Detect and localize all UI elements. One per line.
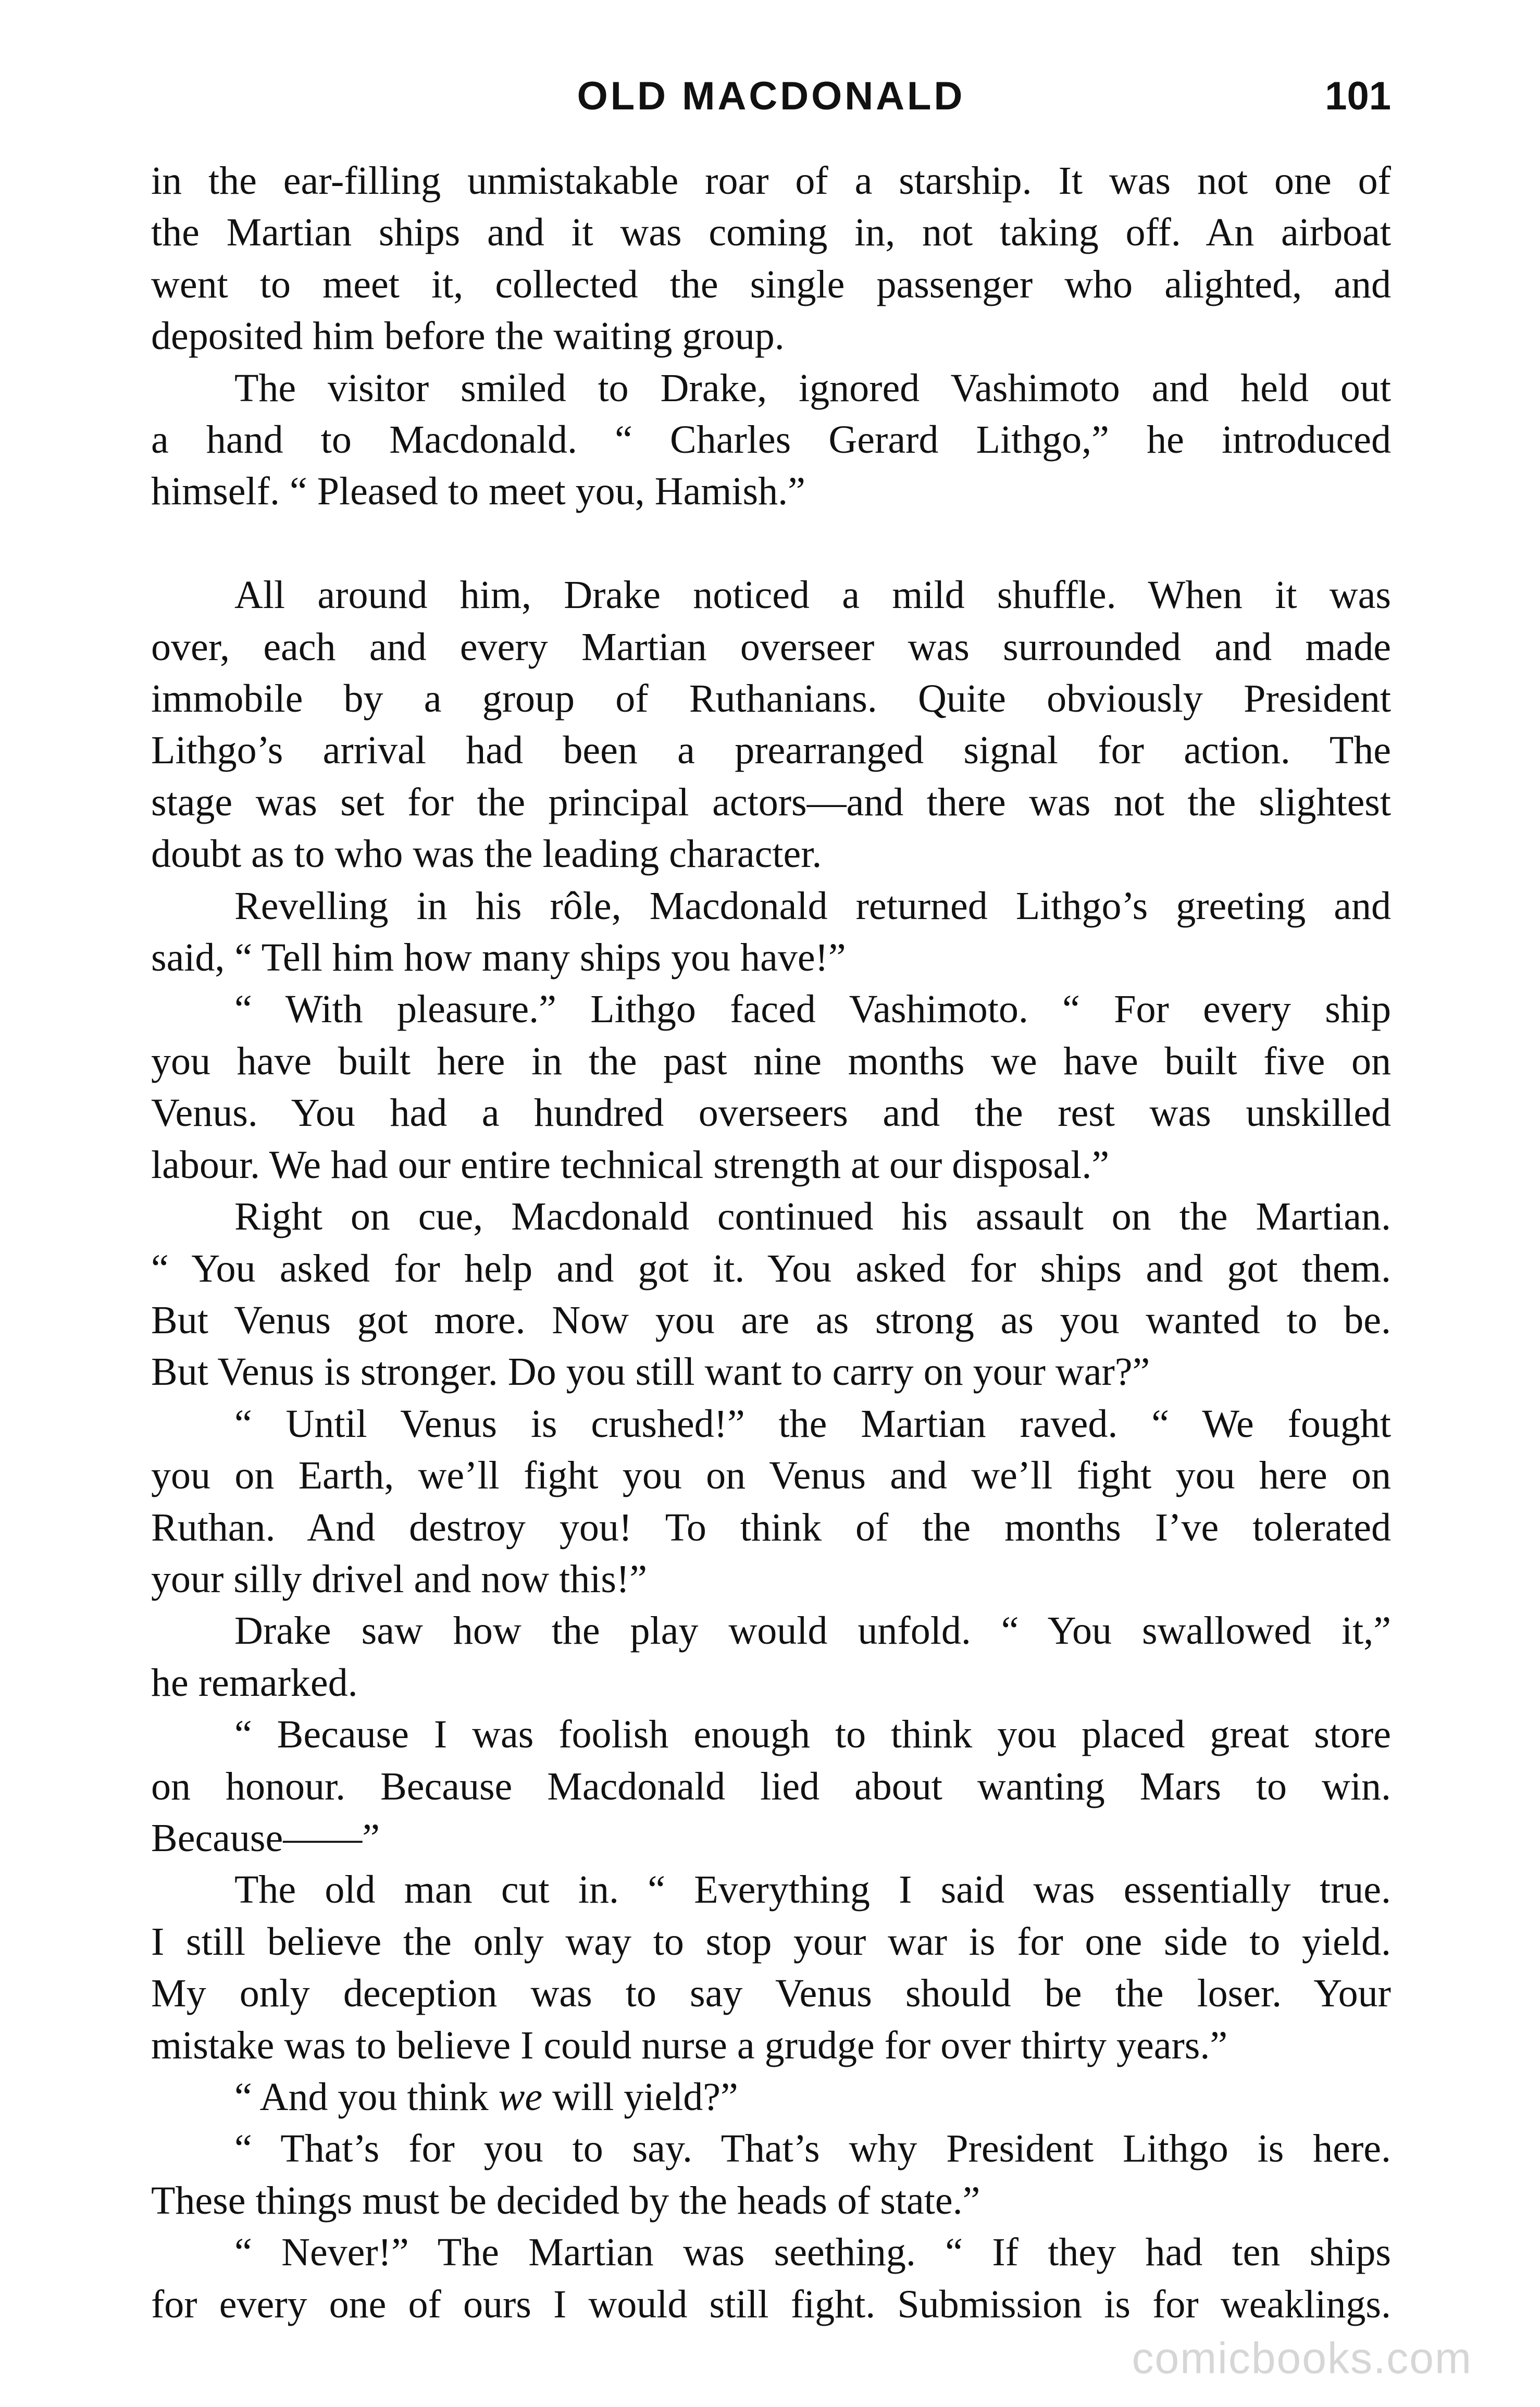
paragraph bbox=[151, 2123, 1391, 2227]
text-line: said, “ Tell him how many ships you have!” bbox=[151, 936, 846, 980]
text-line: Venus. You had a hundred overseers and the rest was unskilled bbox=[151, 1091, 1391, 1135]
text-line: But Venus is stronger. Do you still want to carry on your war?” bbox=[151, 1350, 1150, 1394]
text-line: “ That’s for you to say. That’s why President Lithgo is here. bbox=[234, 2127, 1391, 2171]
text-line: the Martian ships and it was coming in, not taking off. An airboat bbox=[151, 210, 1391, 255]
text-line: deposited him before the waiting group. bbox=[151, 314, 785, 358]
text-line: Revelling in his rôle, Macdonald returned Lithgo’s greeting and bbox=[234, 884, 1391, 928]
paragraph bbox=[151, 1605, 1391, 1709]
paragraph bbox=[151, 1864, 1391, 2071]
text-line: stage was set for the principal actors—and there was not the slightest bbox=[151, 780, 1391, 824]
text-line: “ Until Venus is crushed!” the Martian raved. “ We fought bbox=[234, 1401, 1391, 1446]
body-text bbox=[151, 155, 1391, 2330]
paragraph bbox=[151, 155, 1391, 363]
text-line: he remarked. bbox=[151, 1660, 358, 1705]
text-line: you on Earth, we’ll fight you on Venus and we’ll fight you here on bbox=[151, 1454, 1391, 1498]
paragraph bbox=[151, 2227, 1391, 2330]
text-line: The visitor smiled to Drake, ignored Vashimoto and held out bbox=[234, 366, 1391, 410]
watermark: comicbooks.com bbox=[1132, 2334, 1472, 2383]
text-line: “ Because I was foolish enough to think you placed great store bbox=[234, 1713, 1391, 1757]
text-line: for every one of ours I would still fight. Submission is for weaklings. bbox=[151, 2282, 1391, 2326]
text-line: Drake saw how the play would unfold. “ You swallowed it,” bbox=[234, 1609, 1391, 1653]
text-line: Ruthan. And destroy you! To think of the months I’ve tolerated bbox=[151, 1505, 1391, 1549]
text-line: doubt as to who was the leading character. bbox=[151, 832, 822, 876]
text-line: on honour. Because Macdonald lied about wanting Mars to win. bbox=[151, 1764, 1391, 1808]
text-line: himself. “ Pleased to meet you, Hamish.” bbox=[151, 469, 805, 514]
paragraph bbox=[151, 984, 1391, 1191]
section-break bbox=[151, 518, 1391, 569]
text-line: All around him, Drake noticed a mild shuffle. When it was bbox=[234, 573, 1391, 617]
paragraph bbox=[151, 880, 1391, 984]
text-line: over, each and every Martian overseer was surrounded and made bbox=[151, 625, 1391, 669]
running-title: OLD MACDONALD bbox=[577, 74, 965, 118]
text-line: “ You asked for help and got it. You asked for ships and got them. bbox=[151, 1246, 1391, 1291]
text-line: I still believe the only way to stop your war is for one side to yield. bbox=[151, 1919, 1391, 1964]
text-line: My only deception was to say Venus should be the loser. Your bbox=[151, 1971, 1391, 2016]
paragraph bbox=[151, 363, 1391, 518]
paragraph bbox=[151, 2071, 1391, 2123]
page-number: 101 bbox=[1325, 74, 1391, 118]
text-line: Right on cue, Macdonald continued his assault on the Martian. bbox=[234, 1195, 1391, 1239]
text-line: These things must be decided by the heads of state.” bbox=[151, 2178, 980, 2223]
emphasis-word: we bbox=[498, 2075, 543, 2119]
text-line: “ Never!” The Martian was seething. “ If they had ten ships bbox=[234, 2230, 1391, 2275]
text-line: “ With pleasure.” Lithgo faced Vashimoto. “ For every ship bbox=[234, 987, 1391, 1032]
paragraph bbox=[151, 569, 1391, 880]
text-line: will yield?” bbox=[542, 2075, 738, 2119]
text-line: went to meet it, collected the single passenger who alighted, and bbox=[151, 262, 1391, 306]
text-line: Because——” bbox=[151, 1816, 380, 1860]
text-line: Lithgo’s arrival had been a prearranged signal for action. The bbox=[151, 728, 1391, 773]
text-line: mistake was to believe I could nurse a grudge for over thirty years.” bbox=[151, 2023, 1228, 2067]
text-line: immobile by a group of Ruthanians. Quite obviously President bbox=[151, 677, 1391, 721]
running-header bbox=[151, 63, 1391, 130]
text-line: in the ear-filling unmistakable roar of a starship. It was not one of bbox=[151, 159, 1391, 203]
paragraph bbox=[151, 1398, 1391, 1606]
text-line: But Venus got more. Now you are as strong as you wanted to be. bbox=[151, 1298, 1391, 1342]
text-line: “ And you think bbox=[234, 2075, 499, 2119]
text-line: your silly drivel and now this!” bbox=[151, 1557, 647, 1601]
text-line: a hand to Macdonald. “ Charles Gerard Lithgo,” he introduced bbox=[151, 418, 1391, 462]
text-line: you have built here in the past nine months we have built five on bbox=[151, 1039, 1391, 1083]
paragraph bbox=[151, 1191, 1391, 1398]
text-line: labour. We had our entire technical strength at our disposal.” bbox=[151, 1143, 1110, 1187]
text-line: The old man cut in. “ Everything I said was essentially true. bbox=[234, 1868, 1391, 1912]
paragraph bbox=[151, 1709, 1391, 1864]
